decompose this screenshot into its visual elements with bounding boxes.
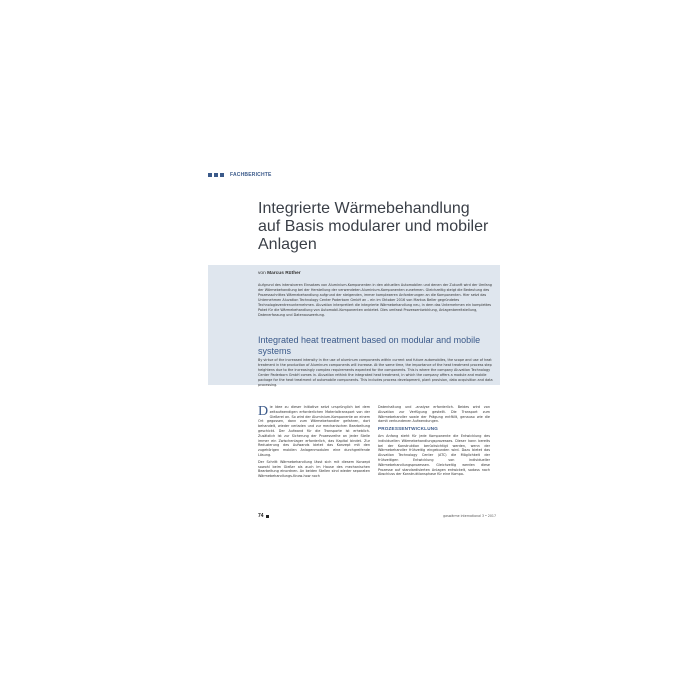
body-column-left xyxy=(258,405,370,481)
english-title: Integrated heat treatment based on modular and mobile systems xyxy=(258,335,481,356)
article-page xyxy=(200,150,500,550)
section-squares-icon xyxy=(208,173,226,177)
byline xyxy=(258,271,301,276)
abstract-german: Aufgrund des intensiveren Einsatzes von Aluminium-Komponenten in den aktuellen Automobilen und denen der Zukunft wird der Umfang der Wärmebehandlung bei der Herstellung der verwendeten Aluminium-Komponenten zunehmen. Gleichzeitig steigt die Bedeutung des Prozessschrittes Wärmebehandlung aufgrund der steigenden, immer komplexeren Anforderungen an die Komponenten. Hier setzt das Unternehmen Aluvation Technology Center Paderborn GmbH an – ein im Oktober 2016 von Markus Beller gegründetes Technologiezentrenunternehmen. Aluvation interpretiert die integrierte Wärmebehandlung neu, in dem das Unternehmen ein komplettes Paket für die Wärmebehandlung von Automobil-Komponenten anbietet. Dies umfasst Prozessentwicklung, Anlagenbereitstellung, Datenerfassung und Datenauswertung. xyxy=(258,283,492,317)
body-text: ie Idee zu dieser Initiative setzt ursprünglich bei dem zeitaufwendigen erforderlichen Materialtransport von der Gießerei an. So wird der Aluminium-Komponente an einem Ort gegossen, dann zum Wärmebehandler gefahren, dort behandelt, wieder verladen und zur mechanischen Bearbeitung geschickt. Der Aufwand für die Transporte ist erheblich. Zusätzlich ist zur Sicherung der Prozessreihe an jeder Stelle immer ein Zwischenlager erforderlich, das Kapital bindet. Zur Reduzierung des Aufwands bietet das Konzept mit den zugehörigen mobilen Anlagenmodulen eine durchgreifende Lösung. xyxy=(258,405,370,457)
page-number-text: 74 xyxy=(258,513,264,519)
body-column-right xyxy=(378,405,490,479)
body-paragraph xyxy=(258,405,370,458)
section-label: FACHBERICHTE xyxy=(230,172,272,178)
section-subheading: PROZESSENTWICKLUNG xyxy=(378,426,439,432)
body-paragraph: Datenhaltung und -analyse erforderlich. Beides wird von Aluvation zur Verfügung gestellt. Die Transport zum Wärmebehandler sowie der Prägung entfällt, genauso wie die damit verbundenen Aufwendungen. xyxy=(378,405,490,424)
author-name: Marcus Rüther xyxy=(267,271,301,276)
article-title: Integrierte Wärmebehandlung auf Basis modularer und mobiler Anlagen xyxy=(258,200,489,253)
page-number xyxy=(258,513,271,519)
publication-footer: gaswärme international 3 • 2017 xyxy=(443,514,496,518)
body-paragraph: Der Schritt Wärmebehandlung lässt sich mit diesem Konzept sowohl beim Gießer als auch im Hause des mechanischen Bearbeitung einordnen. An beiden Stellen sind wieder separaten Wärmebehandlungs-Know-how noch xyxy=(258,459,370,479)
section-tag xyxy=(208,172,272,178)
dropcap: D xyxy=(258,403,269,419)
abstract-english: By virtue of the increased intensity in the use of aluminum components within current and future automobiles, the scope and use of heat treatment in the production of Aluminum components will increase. At the same time, the importance of the heat treatment process step heightens due to the increasingly complex requirements expected for the components. This is where the company Aluvation Technology Center Paderborn GmbH comes in. Aluvation rethink the integrated heat treatment, in which the company offers a module and mobile package for the heat treatment of automobile components. This includes process development, plant provision, data acquisition and data processing. xyxy=(258,358,493,387)
page-square-icon xyxy=(266,515,269,518)
body-paragraph: Am Anfang steht für jede Komponente die Entwicklung des individuellen Wärmebehandlungsprozesses. Dieser kann bereits bei der Konstruktion berücksichtigt werden, wenn der Wärmebehandler frühzeitig eingebunden wird. Dazu bietet das Aluvation Technology Center (ATC) die Möglichkeit der frühzeitigen Entwicklung von individueller Wärmebehandlungsprozessen. Gleichzeitig werden diese Prozesse auf standardisierten Anlagen entwickelt, sodass nach Abschluss der Konstruktionsphase für eine Kompo- xyxy=(378,433,490,477)
abstract-box xyxy=(208,265,500,385)
byline-prefix: von xyxy=(258,271,266,276)
